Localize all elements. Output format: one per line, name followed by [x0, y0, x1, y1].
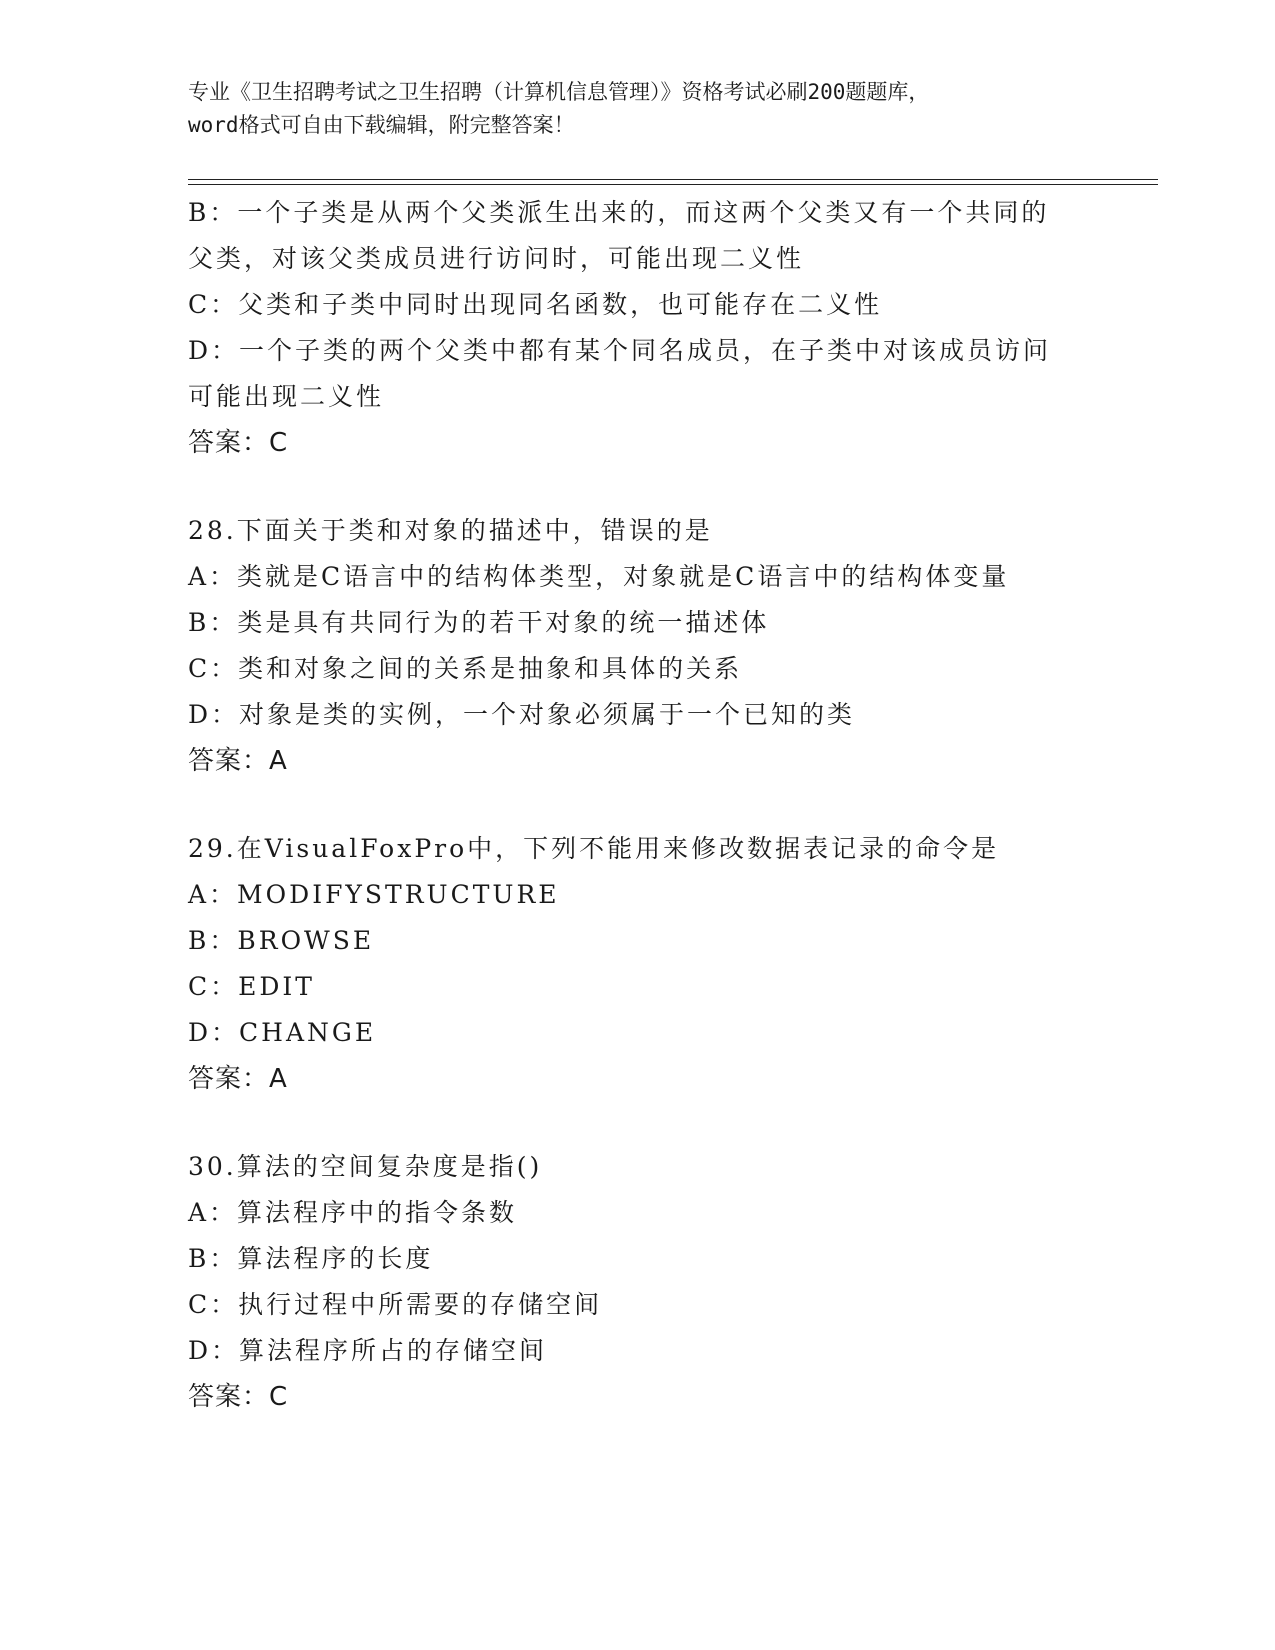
answer-line: 答案：C	[188, 1382, 289, 1412]
continued-question	[188, 190, 1088, 466]
answer-line: 答案：A	[188, 746, 288, 776]
question-29	[188, 826, 1088, 1102]
question-30	[188, 1144, 1088, 1420]
option-d: D：算法程序所占的存储空间	[188, 1336, 548, 1365]
option-b: B：类是具有共同行为的若干对象的统一描述体	[188, 608, 770, 637]
option-c: C：执行过程中所需要的存储空间	[188, 1290, 603, 1319]
option-a: A：算法程序中的指令条数	[188, 1198, 518, 1227]
question-stem: 30.算法的空间复杂度是指()	[188, 1152, 543, 1181]
option-b: B：BROWSE	[188, 926, 375, 955]
answer-line: 答案：C	[188, 428, 289, 458]
option-line: D：一个子类的两个父类中都有某个同名成员，在子类中对该成员访问	[188, 336, 1052, 365]
option-b: B：算法程序的长度	[188, 1244, 434, 1273]
option-d: D：对象是类的实例，一个对象必须属于一个已知的类	[188, 700, 856, 729]
option-a: A：类就是C语言中的结构体类型，对象就是C语言中的结构体变量	[188, 562, 1010, 591]
spacer	[188, 784, 1088, 826]
option-d: D：CHANGE	[188, 1018, 377, 1047]
answer-line: 答案：A	[188, 1064, 288, 1094]
question-stem: 29.在VisualFoxPro中，下列不能用来修改数据表记录的命令是	[188, 834, 1000, 863]
header-divider-top	[188, 179, 1158, 180]
question-28	[188, 508, 1088, 784]
header-title-line-1: 专业《卫生招聘考试之卫生招聘（计算机信息管理）》资格考试必刷200题题库，	[188, 80, 930, 104]
question-stem: 28.下面关于类和对象的描述中，错误的是	[188, 516, 713, 545]
option-a: A：MODIFYSTRUCTURE	[188, 880, 560, 909]
spacer	[188, 1102, 1088, 1144]
option-c: C：EDIT	[188, 972, 315, 1001]
header-title-line-2: word格式可自由下载编辑，附完整答案！	[188, 113, 575, 137]
option-c: C：类和对象之间的关系是抽象和具体的关系	[188, 654, 743, 683]
header-divider-bottom	[188, 184, 1158, 185]
option-line: C：父类和子类中同时出现同名函数，也可能存在二义性	[188, 290, 883, 319]
option-line: 父类，对该父类成员进行访问时，可能出现二义性	[188, 244, 805, 273]
option-line: 可能出现二义性	[188, 382, 385, 411]
option-line: B：一个子类是从两个父类派生出来的，而这两个父类又有一个共同的	[188, 198, 1050, 227]
question-content	[188, 190, 1088, 1420]
document-header	[188, 76, 1088, 142]
spacer	[188, 466, 1088, 508]
